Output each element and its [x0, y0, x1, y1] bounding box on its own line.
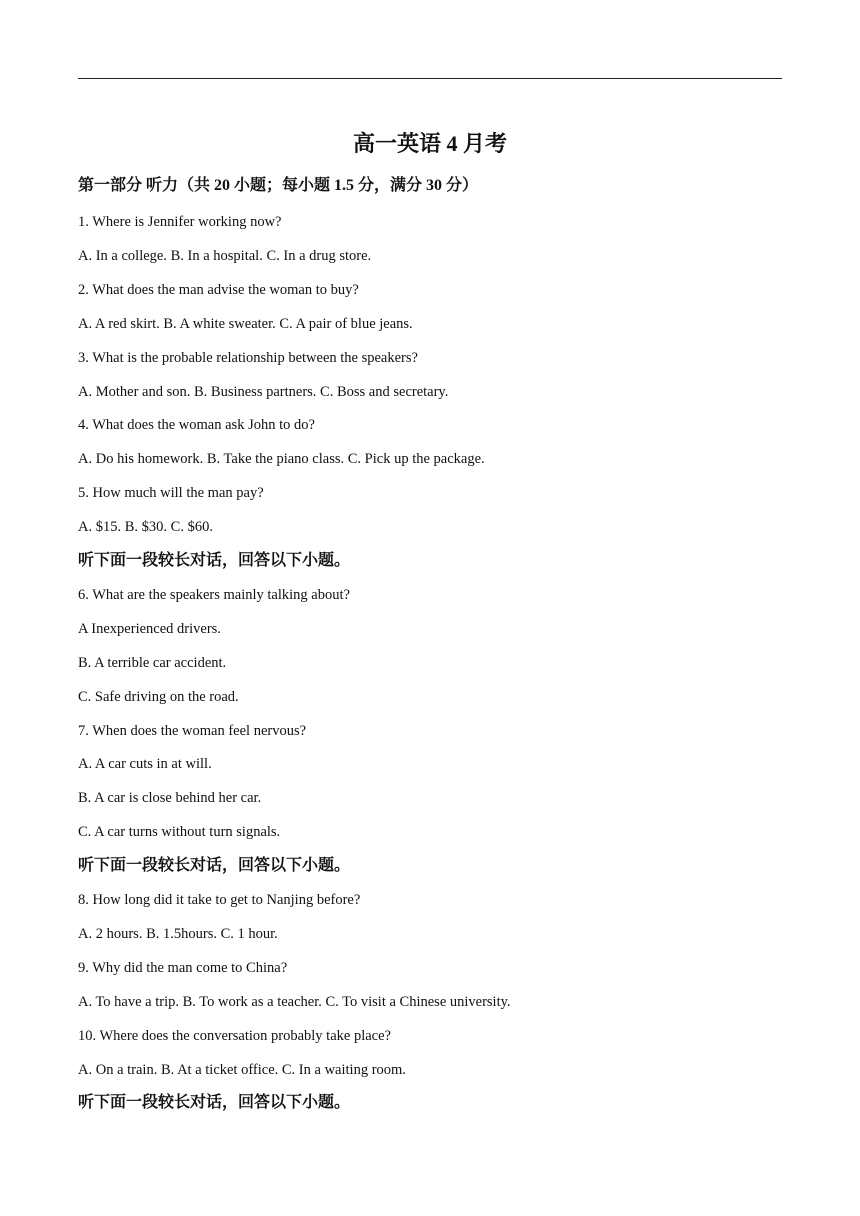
answer-options: A. To have a trip. B. To work as a teacher. C. To visit a Chinese university. — [78, 994, 511, 1010]
answer-options: A. In a college. B. In a hospital. C. In a drug store. — [78, 248, 372, 264]
question-text: 1. Where is Jennifer working now? — [78, 214, 282, 230]
answer-options: C. Safe driving on the road. — [78, 689, 239, 705]
question-text: 3. What is the probable relationship between the speakers? — [78, 350, 418, 366]
answer-options: A. A red skirt. B. A white sweater. C. A pair of blue jeans. — [78, 316, 413, 332]
question-text: 5. How much will the man pay? — [78, 485, 264, 501]
answer-options: A. A car cuts in at will. — [78, 756, 212, 772]
answer-options: A. On a train. B. At a ticket office. C. In a waiting room. — [78, 1062, 406, 1078]
header-rule — [78, 78, 782, 79]
document-title: 高一英语 4 月考 — [352, 131, 507, 156]
question-text: 9. Why did the man come to China? — [78, 960, 288, 976]
answer-options: B. A terrible car accident. — [78, 655, 227, 671]
question-text: 6. What are the speakers mainly talking about? — [78, 587, 350, 603]
question-text: 7. When does the woman feel nervous? — [78, 723, 307, 739]
question-text: 10. Where does the conversation probably take place? — [78, 1028, 391, 1044]
instruction-text: 听下面一段较长对话，回答以下小题。 — [78, 552, 351, 569]
instruction-text: 听下面一段较长对话，回答以下小题。 — [78, 1094, 351, 1111]
section-heading: 第一部分 听力（共 20 小题；每小题 1.5 分，满分 30 分） — [78, 177, 479, 194]
question-text: 4. What does the woman ask John to do? — [78, 417, 315, 433]
answer-options: A Inexperienced drivers. — [78, 621, 221, 637]
instruction-text: 听下面一段较长对话，回答以下小题。 — [78, 857, 351, 874]
question-text: 2. What does the man advise the woman to buy? — [78, 282, 359, 298]
answer-options: A. 2 hours. B. 1.5hours. C. 1 hour. — [78, 926, 278, 942]
question-text: 8. How long did it take to get to Nanjing before? — [78, 892, 361, 908]
answer-options: B. A car is close behind her car. — [78, 790, 262, 806]
answer-options: A. Mother and son. B. Business partners. C. Boss and secretary. — [78, 384, 449, 400]
answer-options: C. A car turns without turn signals. — [78, 824, 281, 840]
answer-options: A. Do his homework. B. Take the piano class. C. Pick up the package. — [78, 451, 485, 467]
answer-options: A. $15. B. $30. C. $60. — [78, 519, 213, 535]
